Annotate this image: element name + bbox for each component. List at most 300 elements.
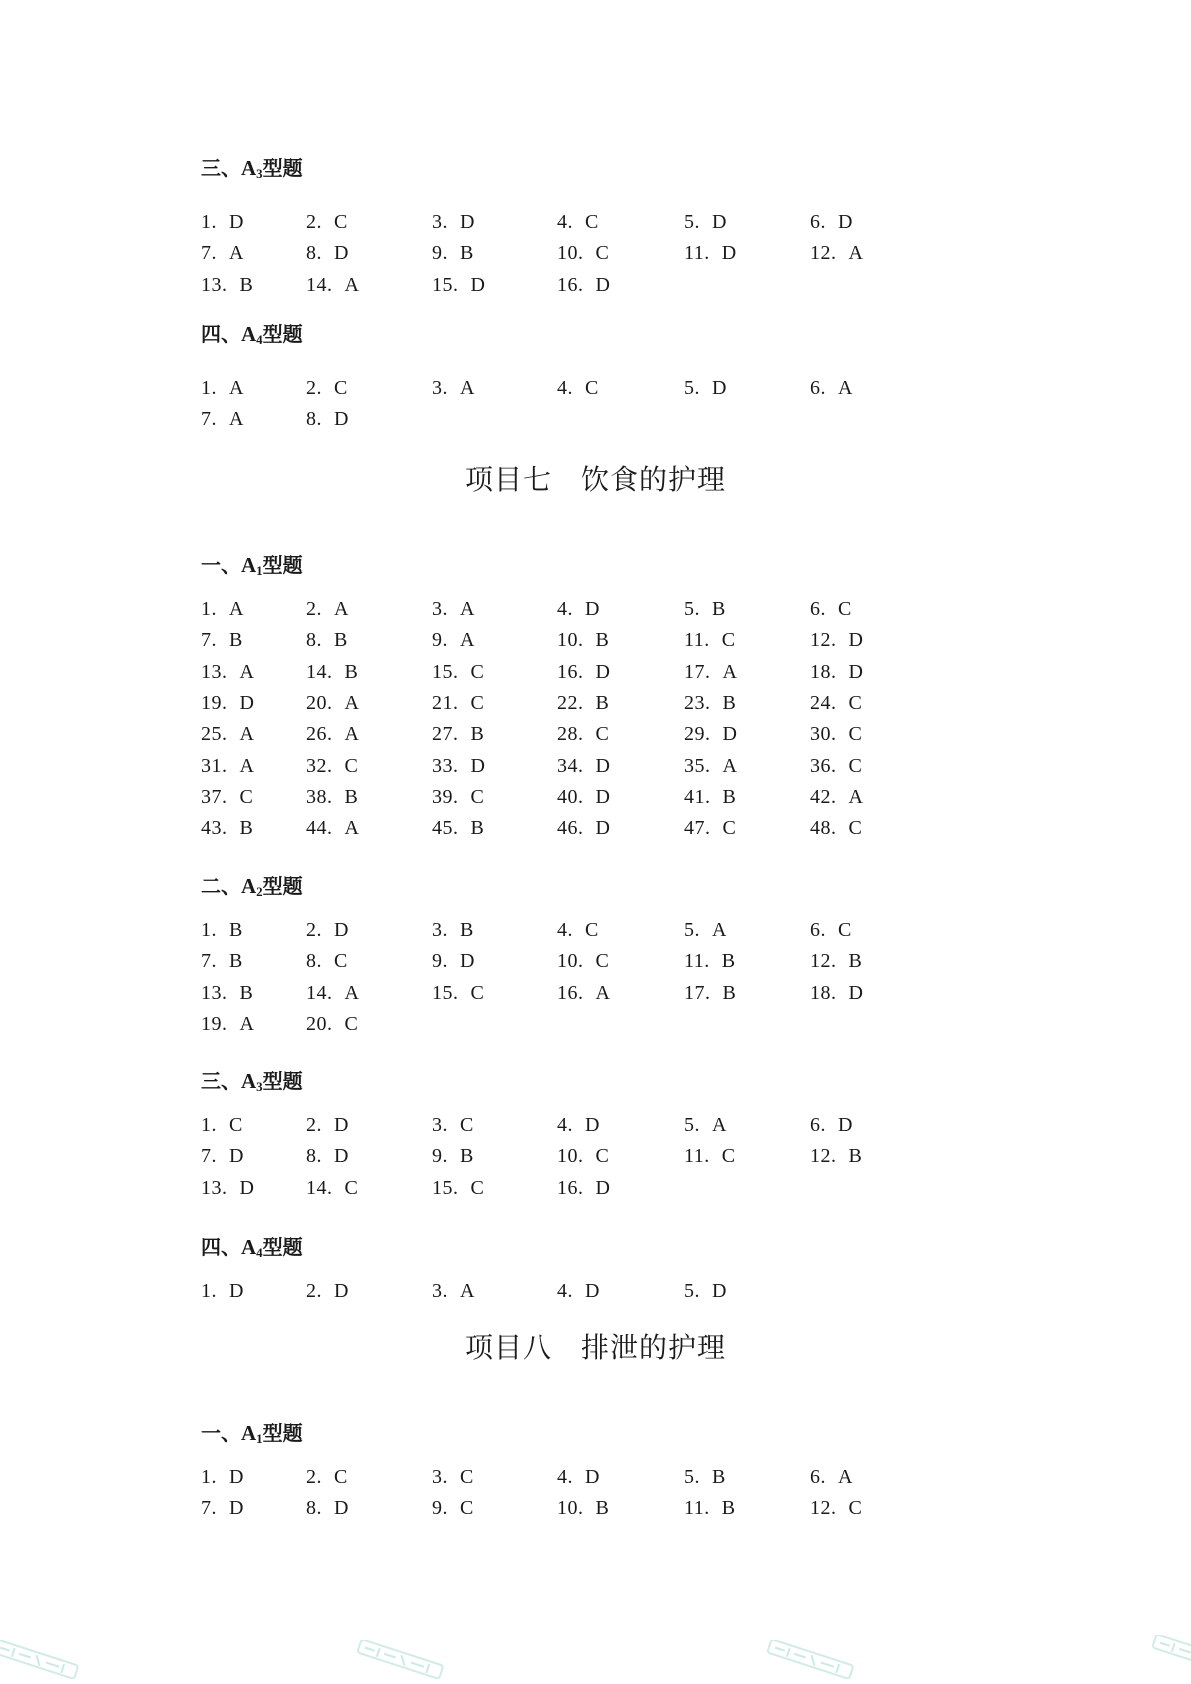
answer-item <box>306 753 358 779</box>
question-number: 3. <box>432 598 448 620</box>
answer-letter: A <box>460 377 475 399</box>
question-number: 1. <box>201 1114 217 1136</box>
question-number: 14. <box>306 1176 333 1199</box>
answer-letter: A <box>722 754 737 777</box>
answer-letter: B <box>848 950 862 973</box>
question-number: 12. <box>810 629 837 652</box>
answer-item <box>684 784 736 810</box>
question-number: 10. <box>557 1497 584 1520</box>
answer-item <box>306 659 358 685</box>
answer-item <box>201 980 253 1006</box>
question-number: 2. <box>306 919 322 941</box>
answer-letter: D <box>595 817 610 840</box>
answer-item <box>432 209 474 235</box>
answer-item <box>557 1112 599 1138</box>
answer-letter: B <box>229 629 243 652</box>
answer-letter: B <box>595 691 609 714</box>
answer-letter: C <box>848 1497 862 1520</box>
question-number: 2. <box>306 377 322 399</box>
answer-item <box>201 406 243 432</box>
question-number: 7. <box>201 408 217 431</box>
answer-item <box>810 1143 862 1169</box>
question-number: 16. <box>557 1176 584 1199</box>
answer-letter: D <box>595 754 610 777</box>
question-type-suffix: 型题 <box>262 553 303 577</box>
answer-item <box>432 1278 474 1304</box>
answer-letter: B <box>595 629 609 652</box>
answer-letter: A <box>344 273 359 296</box>
question-number: 4. <box>557 1114 573 1136</box>
answer-letter: D <box>470 273 485 296</box>
question-type-subscript: 2 <box>256 884 263 899</box>
question-type-letter: A <box>241 1421 257 1445</box>
question-number: 43. <box>201 817 228 840</box>
question-number: 30. <box>810 723 837 746</box>
answer-letter: C <box>721 629 736 652</box>
answer-item <box>432 596 474 622</box>
question-number: 8. <box>306 408 322 431</box>
answer-item <box>810 948 862 974</box>
project-title: 项目八 排泄的护理 <box>464 1331 726 1364</box>
question-number: 42. <box>810 785 837 808</box>
answer-item <box>306 1175 358 1201</box>
question-number: 8. <box>306 950 322 973</box>
answer-item <box>201 1464 243 1490</box>
answer-item <box>684 209 726 235</box>
answer-item <box>306 948 347 974</box>
answer-item <box>684 659 737 685</box>
answer-item <box>684 627 735 653</box>
answer-letter: A <box>239 723 254 746</box>
question-number: 4. <box>557 377 573 399</box>
section-heading <box>201 1066 303 1096</box>
question-number: 4. <box>557 919 573 941</box>
question-type-subscript: 4 <box>256 1245 263 1260</box>
question-number: 9. <box>432 629 448 652</box>
answer-letter: D <box>334 1145 349 1168</box>
question-number: 7. <box>201 242 217 265</box>
question-number: 24. <box>810 691 837 714</box>
answer-letter: B <box>334 629 348 652</box>
question-number: 15. <box>432 981 459 1004</box>
question-number: 2. <box>306 1280 322 1302</box>
answer-item <box>684 1495 735 1521</box>
question-number: 18. <box>810 660 837 683</box>
answer-letter: A <box>239 660 254 683</box>
question-number: 16. <box>557 660 584 683</box>
question-number: 3. <box>432 211 448 233</box>
answer-item <box>557 627 609 653</box>
question-number: 13. <box>201 1176 228 1199</box>
answer-letter: B <box>595 1497 609 1520</box>
answer-item <box>201 240 243 266</box>
answer-item <box>810 815 862 841</box>
question-number: 21. <box>432 691 459 714</box>
answer-item <box>684 948 735 974</box>
question-number: 1. <box>201 919 217 941</box>
section-heading <box>201 871 303 901</box>
answer-letter: D <box>460 950 475 973</box>
question-type-letter: A <box>241 874 257 898</box>
answer-item <box>810 659 863 685</box>
question-number: 12. <box>810 1145 837 1168</box>
answer-letter: B <box>344 785 358 808</box>
answer-letter: A <box>595 981 610 1004</box>
answer-item <box>810 627 863 653</box>
answer-letter: D <box>712 1280 727 1302</box>
question-number: 6. <box>810 598 826 620</box>
question-number: 48. <box>810 817 837 840</box>
answer-letter: B <box>239 817 253 840</box>
answer-item <box>306 596 348 622</box>
question-number: 1. <box>201 598 217 620</box>
answer-item <box>810 753 862 779</box>
answer-letter: A <box>838 1466 853 1488</box>
answer-item <box>432 1464 473 1490</box>
answer-item <box>557 721 609 747</box>
answer-letter: C <box>470 1176 484 1199</box>
question-number: 16. <box>557 981 584 1004</box>
answer-item <box>810 240 863 266</box>
question-number: 13. <box>201 273 228 296</box>
answer-letter: C <box>721 1145 736 1168</box>
question-number: 28. <box>557 723 584 746</box>
section-number: 三、 <box>201 1069 241 1093</box>
question-number: 8. <box>306 1145 322 1168</box>
answer-item <box>557 980 610 1006</box>
answer-letter: C <box>334 377 348 399</box>
answer-item <box>201 1278 243 1304</box>
answer-letter: D <box>585 1280 600 1302</box>
question-number: 45. <box>432 817 459 840</box>
answer-item <box>684 1278 726 1304</box>
answer-letter: D <box>595 1176 610 1199</box>
answer-item <box>684 596 725 622</box>
question-number: 19. <box>201 1012 228 1035</box>
section-number: 一、 <box>201 553 241 577</box>
answer-item <box>810 209 852 235</box>
answer-letter: D <box>334 919 349 941</box>
answer-letter: B <box>460 242 474 265</box>
answer-item <box>810 375 852 401</box>
answer-letter: D <box>848 981 863 1004</box>
answer-item <box>201 1011 254 1037</box>
question-number: 7. <box>201 1497 217 1520</box>
answer-item <box>684 375 726 401</box>
answer-item <box>306 272 359 298</box>
answer-item <box>306 1112 348 1138</box>
question-number: 1. <box>201 1280 217 1302</box>
answer-item <box>557 815 610 841</box>
answer-item <box>432 948 474 974</box>
answer-item <box>201 596 243 622</box>
question-number: 7. <box>201 950 217 973</box>
answer-item <box>201 1112 242 1138</box>
answer-letter: D <box>585 598 600 620</box>
answer-item <box>201 917 242 943</box>
answer-item <box>684 980 736 1006</box>
answer-letter: D <box>239 691 254 714</box>
answer-letter: A <box>460 598 475 620</box>
question-number: 11. <box>684 1145 710 1168</box>
question-type-subscript: 1 <box>256 563 263 578</box>
question-type-suffix: 型题 <box>262 874 303 898</box>
question-number: 37. <box>201 785 228 808</box>
question-number: 32. <box>306 754 333 777</box>
answer-letter: A <box>712 1114 727 1136</box>
answer-letter: A <box>344 691 359 714</box>
answer-item <box>810 1495 862 1521</box>
section-number: 四、 <box>201 322 241 346</box>
question-number: 41. <box>684 785 711 808</box>
question-number: 27. <box>432 723 459 746</box>
answer-item <box>557 272 610 298</box>
question-number: 25. <box>201 723 228 746</box>
answer-letter: D <box>229 1466 244 1488</box>
question-number: 39. <box>432 785 459 808</box>
answer-item <box>432 784 484 810</box>
answer-letter: C <box>722 817 736 840</box>
question-number: 40. <box>557 785 584 808</box>
answer-item <box>557 1464 599 1490</box>
answer-item <box>201 690 254 716</box>
question-number: 9. <box>432 1145 448 1168</box>
answer-letter: D <box>722 723 737 746</box>
answer-letter: B <box>460 1145 474 1168</box>
answer-item <box>684 753 737 779</box>
answer-letter: C <box>848 754 862 777</box>
answer-letter: C <box>460 1466 474 1488</box>
question-number: 3. <box>432 377 448 399</box>
answer-letter: B <box>470 723 484 746</box>
answer-item <box>432 753 485 779</box>
answer-letter: D <box>229 1145 244 1168</box>
question-type-suffix: 型题 <box>262 1069 303 1093</box>
answer-letter: C <box>470 691 484 714</box>
answer-item <box>432 1143 473 1169</box>
answer-letter: A <box>848 242 863 265</box>
question-number: 16. <box>557 273 584 296</box>
answer-item <box>684 1143 735 1169</box>
answer-item <box>201 375 243 401</box>
answer-letter: A <box>460 629 475 652</box>
answer-item <box>201 753 254 779</box>
question-number: 3. <box>432 1466 448 1488</box>
answer-item <box>810 1464 852 1490</box>
question-number: 1. <box>201 377 217 399</box>
section-heading <box>201 1232 303 1262</box>
answer-letter: C <box>344 1012 358 1035</box>
question-number: 33. <box>432 754 459 777</box>
question-type-letter: A <box>241 156 257 180</box>
question-number: 17. <box>684 981 711 1004</box>
answer-letter: C <box>334 950 348 973</box>
answer-item <box>306 690 359 716</box>
answer-letter: B <box>722 785 736 808</box>
answer-item <box>432 375 474 401</box>
question-number: 35. <box>684 754 711 777</box>
answer-letter: A <box>344 817 359 840</box>
answer-item <box>432 272 485 298</box>
answer-letter: B <box>460 919 474 941</box>
answer-item <box>201 721 254 747</box>
answer-letter: B <box>712 598 726 620</box>
question-number: 5. <box>684 1114 700 1136</box>
answer-letter: B <box>721 950 736 973</box>
answer-item <box>557 753 610 779</box>
question-type-suffix: 型题 <box>262 1235 303 1259</box>
question-number: 5. <box>684 598 700 620</box>
answer-letter: D <box>334 408 349 431</box>
answer-letter: D <box>585 1466 600 1488</box>
question-number: 9. <box>432 950 448 973</box>
answer-item <box>432 815 484 841</box>
question-number: 10. <box>557 629 584 652</box>
answer-letter: D <box>595 785 610 808</box>
question-number: 2. <box>306 598 322 620</box>
answer-letter: C <box>460 1114 474 1136</box>
question-number: 4. <box>557 1466 573 1488</box>
answer-item <box>432 721 484 747</box>
answer-item <box>557 1495 609 1521</box>
question-number: 6. <box>810 377 826 399</box>
answer-letter: A <box>229 408 244 431</box>
answer-item <box>306 721 359 747</box>
answer-item <box>810 1112 852 1138</box>
answer-item <box>306 209 347 235</box>
watermark-mark <box>755 1640 865 1680</box>
answer-letter: A <box>334 598 349 620</box>
answer-item <box>557 1143 609 1169</box>
answer-letter: D <box>721 242 737 265</box>
answer-letter: C <box>848 817 862 840</box>
question-number: 9. <box>432 242 448 265</box>
answer-item <box>557 240 609 266</box>
answer-item <box>557 690 609 716</box>
answer-letter: D <box>229 1497 244 1520</box>
question-number: 5. <box>684 1466 700 1488</box>
answer-item <box>684 815 736 841</box>
section-number: 一、 <box>201 1421 241 1445</box>
question-number: 20. <box>306 1012 333 1035</box>
answer-letter: A <box>848 785 863 808</box>
question-number: 4. <box>557 598 573 620</box>
question-number: 8. <box>306 242 322 265</box>
question-number: 10. <box>557 1145 584 1168</box>
answer-item <box>201 815 253 841</box>
answer-letter: D <box>229 1280 244 1302</box>
answer-item <box>432 659 484 685</box>
question-number: 6. <box>810 211 826 233</box>
answer-letter: A <box>460 1280 475 1302</box>
answer-letter: C <box>585 377 599 399</box>
question-number: 20. <box>306 691 333 714</box>
answer-item <box>557 1278 599 1304</box>
question-number: 22. <box>557 691 584 714</box>
answer-letter: D <box>334 242 349 265</box>
answer-item <box>810 721 862 747</box>
answer-item <box>306 1011 358 1037</box>
answer-letter: D <box>848 660 863 683</box>
answer-letter: D <box>470 754 485 777</box>
question-number: 14. <box>306 273 333 296</box>
answer-item <box>557 784 610 810</box>
answer-item <box>201 1495 243 1521</box>
answer-letter: C <box>239 785 253 808</box>
answer-item <box>306 627 347 653</box>
answer-item <box>201 1175 254 1201</box>
question-number: 8. <box>306 629 322 652</box>
answer-letter: A <box>344 723 359 746</box>
answer-item <box>201 1143 243 1169</box>
question-number: 14. <box>306 981 333 1004</box>
answer-letter: A <box>229 598 244 620</box>
answer-item <box>306 815 359 841</box>
answer-item <box>432 240 473 266</box>
answer-letter: B <box>848 1145 862 1168</box>
question-number: 6. <box>810 1114 826 1136</box>
question-type-letter: A <box>241 322 257 346</box>
answer-letter: C <box>334 211 348 233</box>
question-number: 26. <box>306 723 333 746</box>
answer-letter: A <box>229 242 244 265</box>
question-number: 2. <box>306 1114 322 1136</box>
section-number: 二、 <box>201 874 241 898</box>
answer-letter: C <box>470 981 484 1004</box>
question-number: 1. <box>201 1466 217 1488</box>
answer-letter: C <box>848 691 862 714</box>
answer-letter: D <box>848 629 863 652</box>
section-number: 三、 <box>201 156 241 180</box>
question-number: 2. <box>306 211 322 233</box>
answer-item <box>810 596 851 622</box>
answer-item <box>684 240 736 266</box>
answer-letter: B <box>722 981 736 1004</box>
question-number: 15. <box>432 660 459 683</box>
answer-item <box>306 240 348 266</box>
question-type-letter: A <box>241 1235 257 1259</box>
section-heading <box>201 153 303 183</box>
answer-letter: D <box>712 377 727 399</box>
answer-letter: D <box>460 211 475 233</box>
question-number: 38. <box>306 785 333 808</box>
answer-letter: D <box>712 211 727 233</box>
answer-item <box>432 1495 473 1521</box>
question-type-letter: A <box>241 1069 257 1093</box>
answer-letter: C <box>838 598 852 620</box>
question-number: 18. <box>810 981 837 1004</box>
answer-letter: A <box>838 377 853 399</box>
answer-letter: B <box>722 691 736 714</box>
answer-item <box>432 690 484 716</box>
question-number: 3. <box>432 919 448 941</box>
question-number: 31. <box>201 754 228 777</box>
question-type-subscript: 4 <box>256 332 263 347</box>
answer-letter: A <box>239 1012 254 1035</box>
answer-item <box>201 209 243 235</box>
answer-item <box>810 690 862 716</box>
question-type-suffix: 型题 <box>262 1421 303 1445</box>
question-number: 10. <box>557 950 584 973</box>
answer-letter: A <box>344 981 359 1004</box>
answer-letter: A <box>229 377 244 399</box>
answer-letter: B <box>721 1497 736 1520</box>
answer-letter: C <box>595 950 609 973</box>
answer-letter: C <box>334 1466 348 1488</box>
watermark-mark <box>0 1640 90 1680</box>
answer-item <box>557 596 599 622</box>
question-number: 12. <box>810 1497 837 1520</box>
